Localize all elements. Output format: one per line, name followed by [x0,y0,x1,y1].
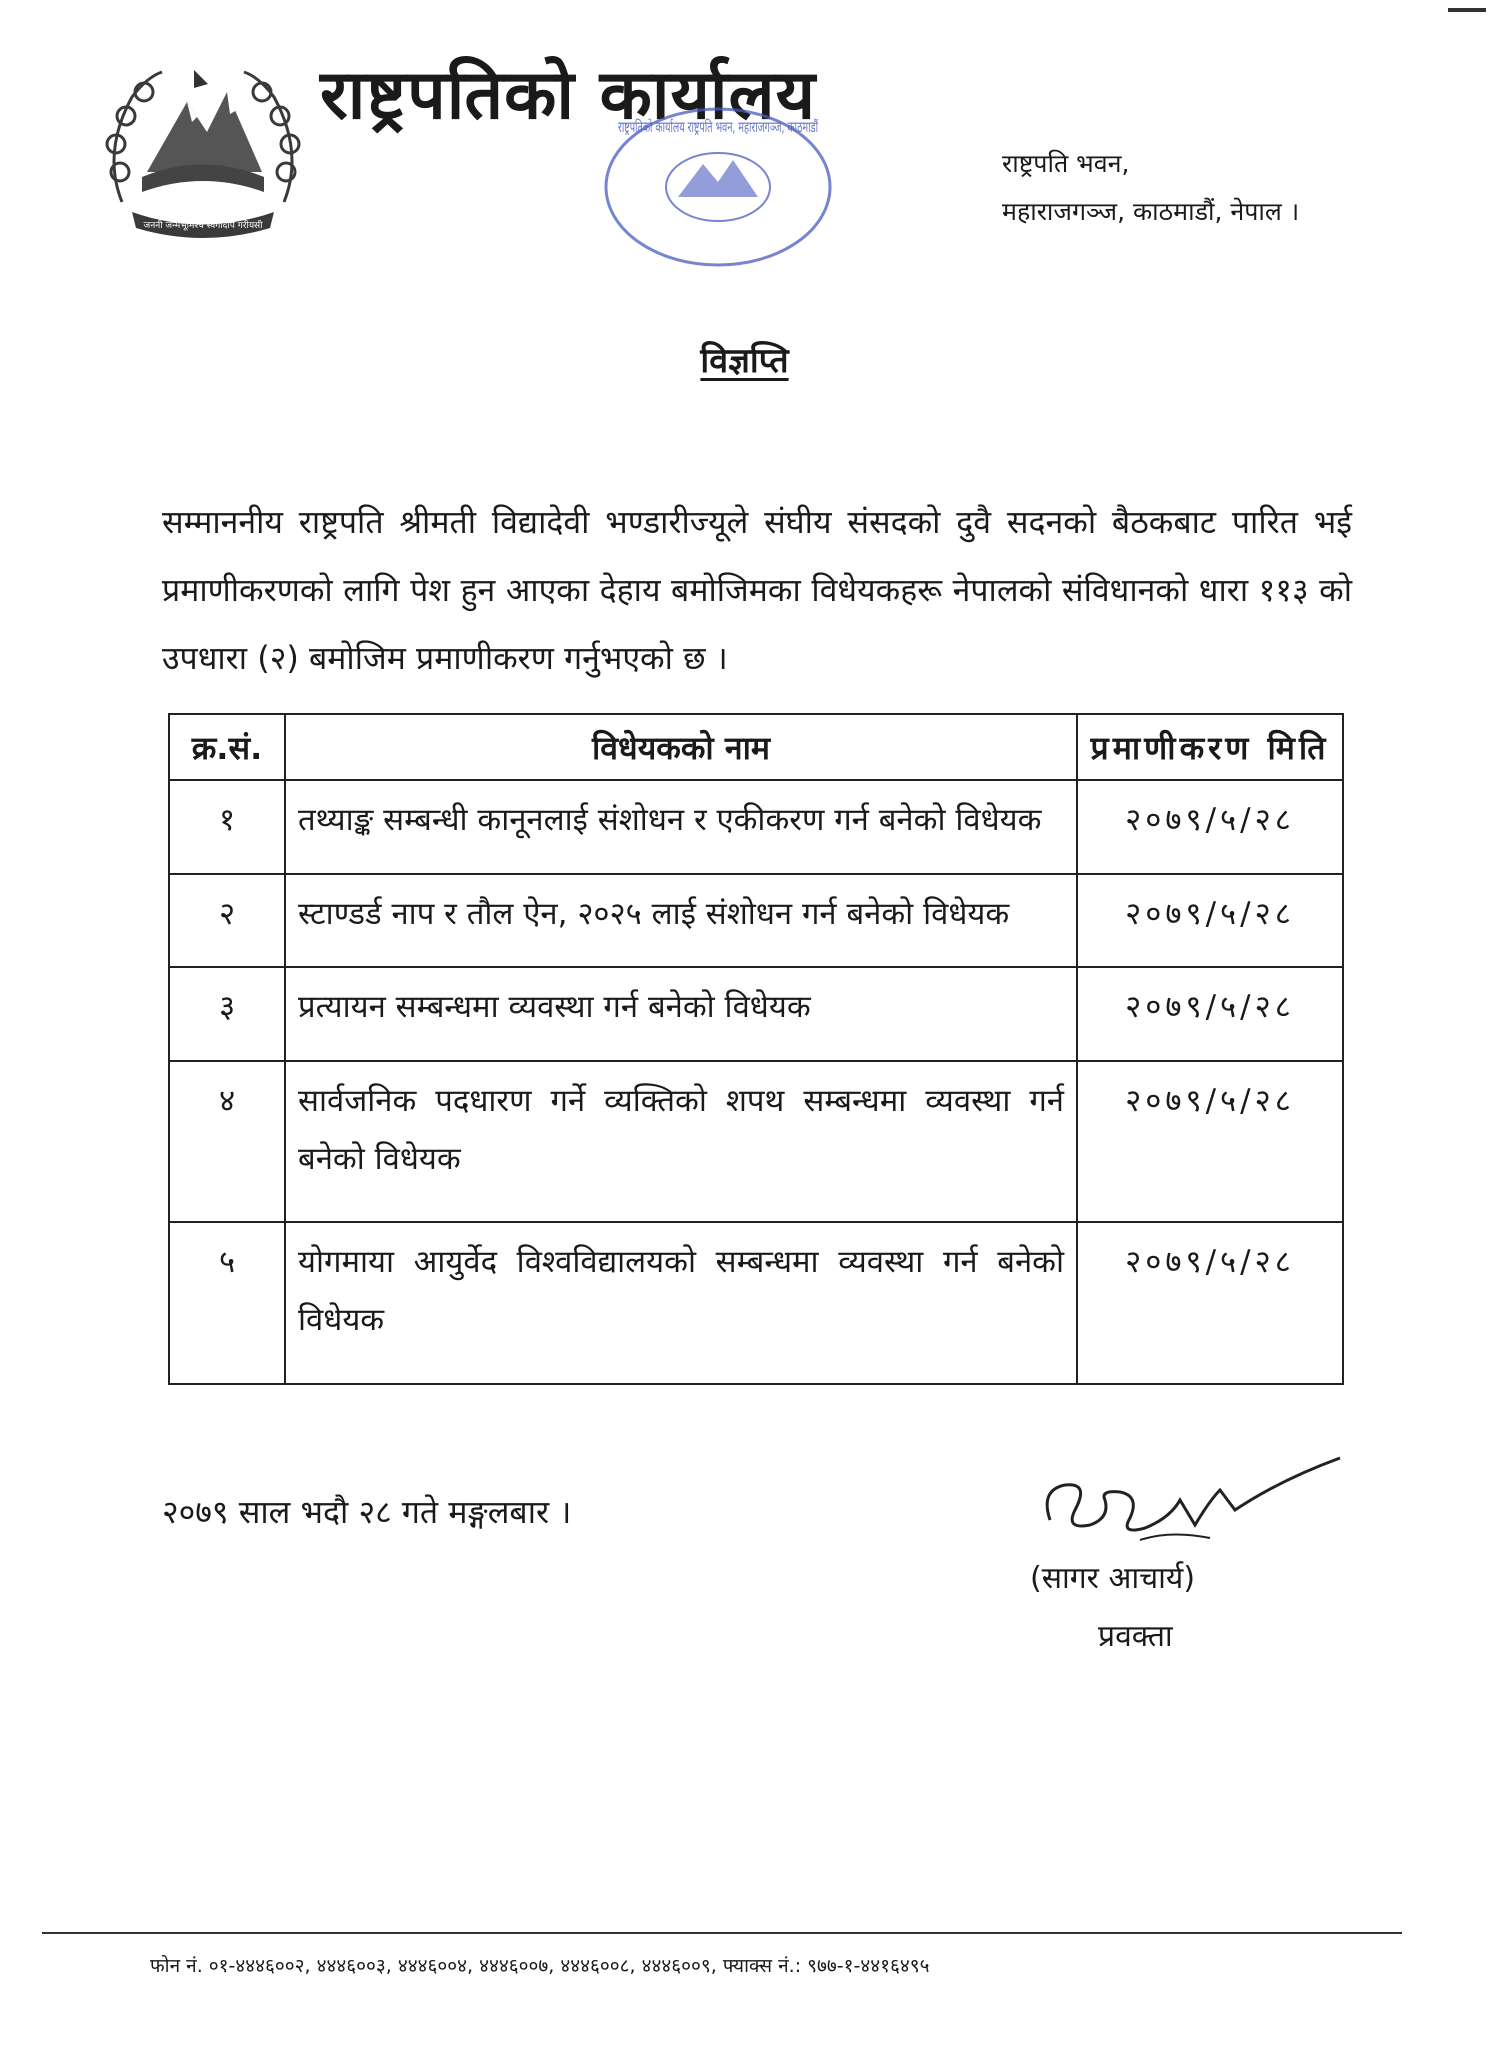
address-line-2: महाराजगञ्ज, काठमाडौं, नेपाल । [1002,197,1300,226]
row-bill-name: स्टाण्डर्ड नाप र तौल ऐन, २०२५ लाई संशोधन गर्न बनेको विधेयक [285,874,1077,968]
footer-divider [42,1932,1402,1934]
emblem-motto: जननी जन्मभूमिश्च स्वर्गादपि गरीयसी [143,221,263,231]
table-row [169,874,1343,968]
table-row [169,1061,1343,1223]
address-line-1: राष्ट्रपति भवन, [1002,149,1130,178]
row-certification-date: २०७९/५/२८ [1077,967,1343,1061]
row-serial-number: १ [169,780,285,874]
row-serial-number: २ [169,874,285,968]
notice-heading [0,336,1489,382]
header-serial-number: क्र.सं. [169,714,285,780]
notice-paragraph: सम्माननीय राष्ट्रपति श्रीमती विद्यादेवी भण्डारीज्यूले संघीय संसदको दुवै सदनको बैठकबाट पारित भई प्रमाणीकरणको लागि पेश हुन आएका देहाय बमोजिमका विधेयकहरू नेपालको संविधानको धारा ११३ को उपधारा (२) बमोजिम प्रमाणीकरण गर्नुभएको छ । [162,503,1352,677]
table-row [169,1222,1343,1384]
bills-table [168,713,1344,1385]
header-bill-name: विधेयकको नाम [285,714,1077,780]
row-certification-date: २०७९/५/२८ [1077,874,1343,968]
scan-corner-mark [1448,8,1486,12]
row-bill-name: प्रत्यायन सम्बन्धमा व्यवस्था गर्न बनेको विधेयक [285,967,1077,1061]
table-header-row [169,714,1343,780]
footer-contact: फोन नं. ०१-४४४६००२, ४४४६००३, ४४४६००४, ४४४६००७, ४४४६००८, ४४४६००९, फ्याक्स नं.: ९७७-१-४४१६४९५ [150,1955,930,1977]
row-certification-date: २०७९/५/२८ [1077,1061,1343,1223]
issue-date-line: २०७९ साल भदौ २८ गते मङ्गलबार । [162,1493,572,1531]
office-stamp-icon [598,102,838,272]
office-title: राष्ट्रपतिको कार्यालय [320,56,817,135]
row-serial-number: ४ [169,1061,285,1223]
notice-heading-text: विज्ञप्ति [700,341,789,381]
row-certification-date: २०७९/५/२८ [1077,780,1343,874]
row-bill-name: सार्वजनिक पदधारण गर्ने व्यक्तिको शपथ सम्बन्धमा व्यवस्था गर्न बनेको विधेयक [285,1061,1077,1223]
header-certification-date: प्रमाणीकरण मिति [1077,714,1343,780]
stamp-text: राष्ट्रपतिको कार्यालय राष्ट्रपति भवन, महाराजगञ्ज, काठमाडौं [618,118,819,136]
row-bill-name: योगमाया आयुर्वेद विश्वविद्यालयको सम्बन्धमा व्यवस्था गर्न बनेको विधेयक [285,1222,1077,1384]
signatory-name: (सागर आचार्य) [1030,1561,1196,1596]
nepal-emblem-icon [92,52,314,246]
row-bill-name: तथ्याङ्क सम्बन्धी कानूनलाई संशोधन र एकीकरण गर्न बनेको विधेयक [285,780,1077,874]
row-certification-date: २०७९/५/२८ [1077,1222,1343,1384]
signatory-designation: प्रवक्ता [1098,1619,1173,1654]
table-row [169,780,1343,874]
row-serial-number: ३ [169,967,285,1061]
table-row [169,967,1343,1061]
row-serial-number: ५ [169,1222,285,1384]
